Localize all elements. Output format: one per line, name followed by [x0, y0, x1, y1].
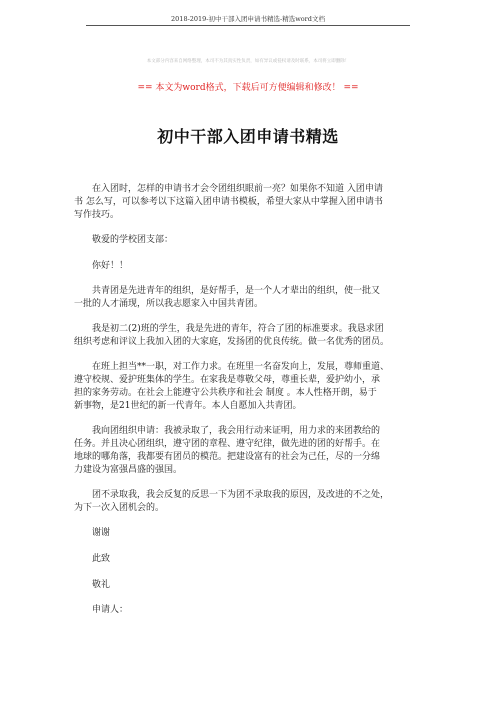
paragraph-line: 在班上担当**一职，对工作力求。在班里一名奋发向上，发展，尊师重道、 — [92, 362, 390, 372]
paragraph-5 — [74, 489, 434, 515]
paragraph-line: 为下一次入团机会的。 — [74, 503, 165, 513]
applicant-label: 申请人： — [92, 605, 129, 615]
closing-thanks: 谢谢 — [92, 528, 111, 538]
format-notice: == 本文为word格式，下载后可方便编辑和修改！ == — [137, 83, 359, 93]
paragraph-line: 我是初二(2)班的学生，我是先进的青年，符合了团的标准要求。我恳求团 — [92, 324, 384, 334]
closing-respect-1: 此致 — [92, 554, 111, 564]
intro-line: 书 怎么写，可以参考以下这篇入团申请书模板，希望大家从中掌握入团申请书 — [74, 197, 383, 207]
paragraph-line: 一批的人才涌现，所以我志愿家入中国共青团。 — [74, 299, 264, 309]
paragraph-line: 团不录取我，我会反复的反思一下为团不录取我的原因，及改进的不之处， — [92, 490, 390, 500]
paragraph-line: 遵守校规、爱护班集体的学生。在家我是尊敬父母，尊重长辈，爱护幼小，承 — [74, 375, 381, 385]
intro-line: 写作技巧。 — [74, 210, 120, 220]
paragraph-3 — [74, 361, 434, 413]
paragraph-line: 力建设为富强昌盛的强国。 — [74, 465, 183, 475]
header-divider — [86, 25, 410, 26]
salutation: 敬爱的学校团支部： — [92, 235, 174, 245]
paragraph-4 — [74, 425, 434, 477]
paragraph-line: 地球的哪角落，我都要有团员的模范。把建设富有的社会为己任，尽的一分绵 — [74, 452, 381, 462]
closing-respect-2: 敬礼 — [92, 580, 111, 590]
intro-paragraph — [74, 183, 434, 222]
paragraph-line: 任务。并且决心团组织，遵守团的章程、遵守纪律，做先进的团的好帮手。在 — [74, 439, 381, 449]
paragraph-line: 共青团是先进青年的组织，是好帮手，是一个人才辈出的组织，使一批又 — [92, 286, 381, 296]
document-title: 初中干部入团申请书精选 — [157, 127, 339, 146]
disclaimer-text: 本文部分内容来自网络整理，本司不为其真实性负责，如有异议或侵权请及时联系，本司将立即删除！ — [146, 59, 350, 64]
paragraph-line: 担的家务劳动。在社会上能遵守公共秩序和社会 制度 。本人性格开朗，易于 — [74, 388, 377, 398]
paragraph-1 — [74, 285, 434, 311]
intro-line: 在入团时，怎样的申请书才会令团组织眼前一亮？如果你不知道 入团申请 — [92, 184, 383, 194]
paragraph-line: 我向团组织申请：我被录取了，我会用行动来证明，用力求的来团教给的 — [92, 426, 381, 436]
page-header-title: 2018-2019-初中干部入团申请书精选-精选word文档 — [171, 15, 325, 23]
greeting: 你好！！ — [92, 261, 129, 271]
paragraph-line: 组织考虑和评议上我加入团的大家庭，发扬团的优良传统。做一名优秀的团员。 — [74, 337, 390, 347]
paragraph-line: 新事物，是21世纪的新一代青年。本人自愿加入共青团。 — [74, 401, 302, 411]
paragraph-2 — [74, 323, 434, 349]
